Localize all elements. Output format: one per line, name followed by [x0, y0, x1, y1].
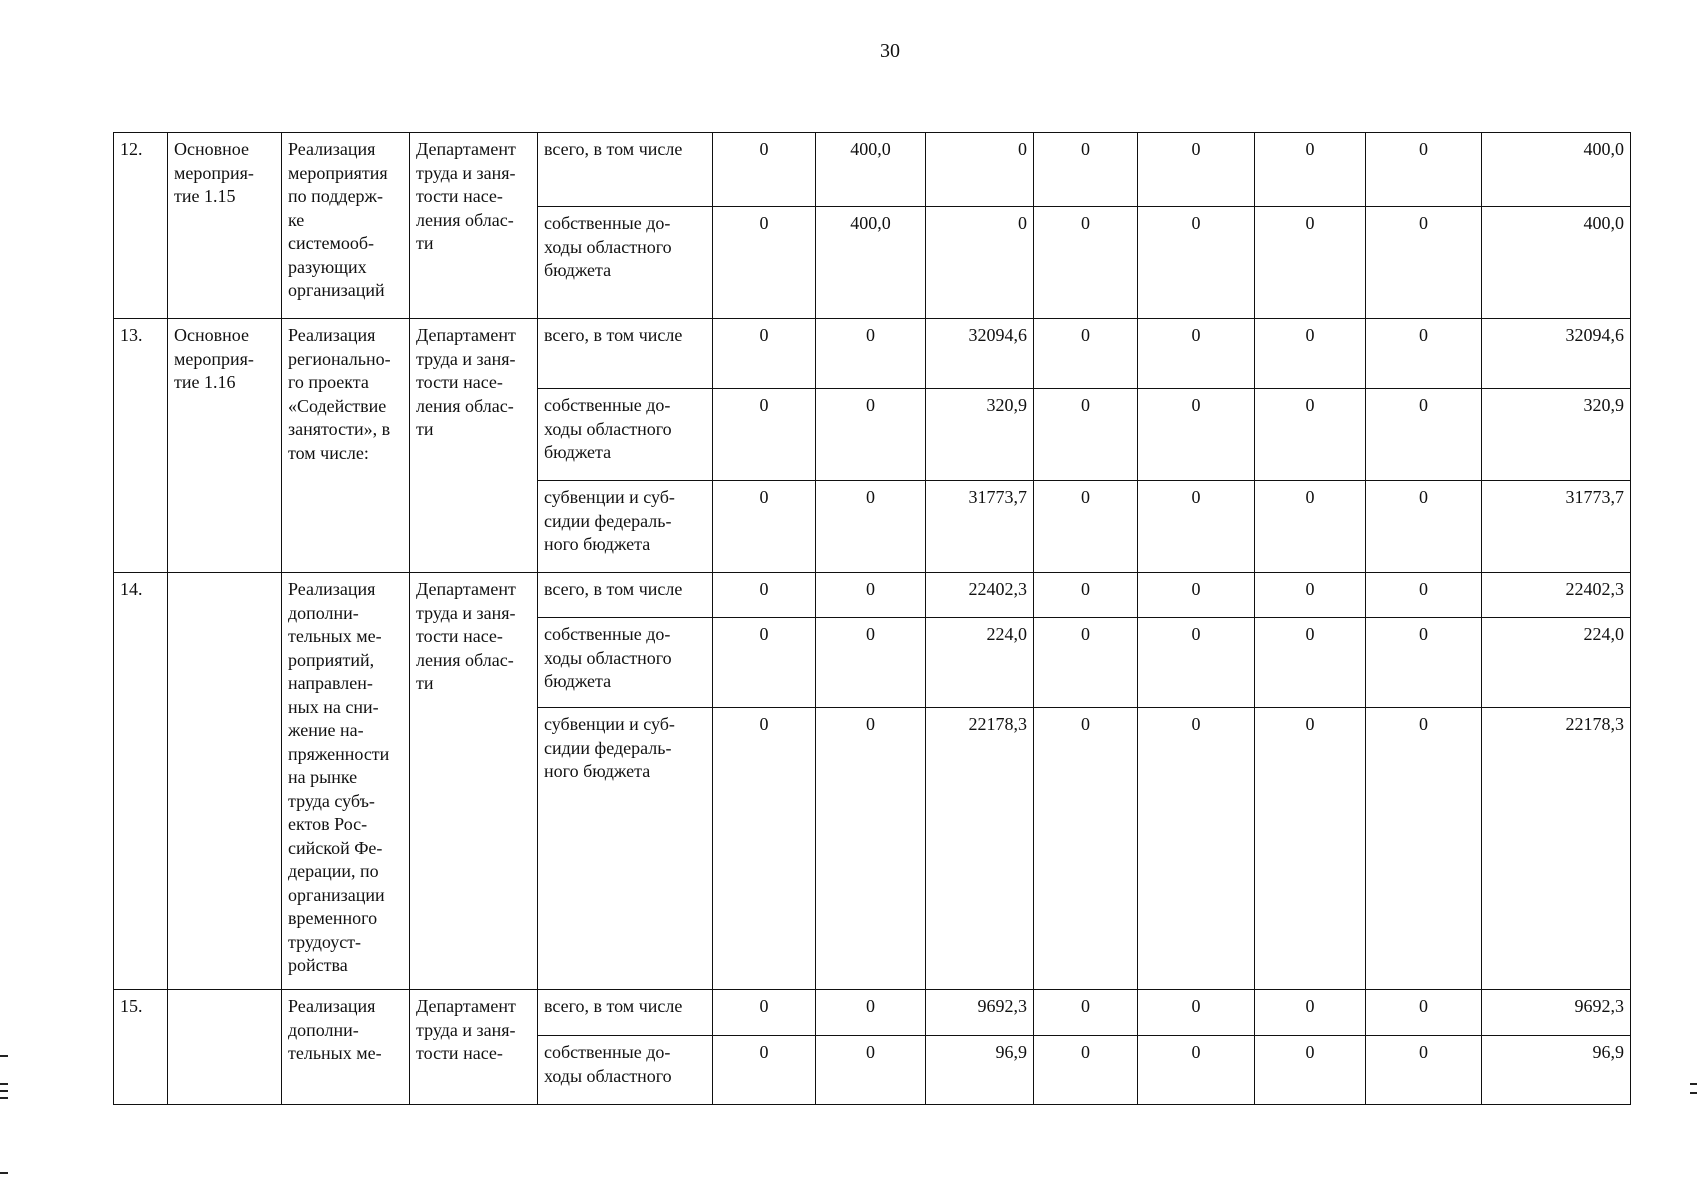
scan-edge-mark: [0, 1090, 8, 1092]
text-line: Реализация: [288, 325, 376, 345]
text-line: дополни-: [288, 602, 359, 623]
text-line: бюджета: [544, 442, 612, 462]
text-line: всего, в том числе: [544, 579, 683, 599]
scan-edge-mark: [1690, 1092, 1697, 1094]
text-line: ходы областного: [544, 236, 672, 257]
amount-cell: 0: [816, 319, 926, 389]
row-index: 14.: [114, 573, 168, 990]
scan-edge-mark: [0, 1083, 8, 1085]
amount-cell: 0: [1138, 708, 1255, 990]
measure-name-cell: [282, 133, 410, 319]
text-line: Основное: [174, 325, 249, 345]
text-line: Департамент: [416, 996, 516, 1016]
text-line: ти: [416, 673, 434, 693]
text-line: труда и заня-: [416, 162, 516, 183]
text-line: ти: [416, 233, 434, 253]
text-line: Департамент: [416, 139, 516, 159]
amount-cell: 0: [1366, 573, 1482, 618]
text-line: ходы областного: [544, 647, 672, 668]
text-line: ектов Рос-: [288, 814, 368, 834]
text-line: тельных ме-: [288, 626, 382, 646]
amount-cell: 224,0: [1482, 618, 1631, 708]
funding-source-cell: [538, 133, 713, 207]
text-line: тие 1.15: [174, 186, 236, 206]
text-line: роприятий,: [288, 649, 375, 670]
amount-cell: 0: [1034, 319, 1138, 389]
text-line: «Содействие: [288, 395, 387, 416]
amount-cell: 0: [816, 481, 926, 573]
amount-cell: 224,0: [926, 618, 1034, 708]
department-cell: [410, 990, 538, 1105]
amount-cell: 0: [1138, 573, 1255, 618]
text-line: ления облас-: [416, 209, 514, 230]
table-row: [114, 133, 1631, 207]
text-line: Реализация: [288, 996, 376, 1016]
table-row: [114, 573, 1631, 618]
text-line: Департамент: [416, 579, 516, 599]
text-line: трудоуст-: [288, 931, 362, 952]
amount-cell: 0: [816, 389, 926, 481]
amount-cell: 0: [1034, 207, 1138, 319]
funding-source-cell: [538, 389, 713, 481]
text-line: мероприя-: [174, 348, 254, 369]
text-line: разующих: [288, 256, 367, 277]
amount-cell: 0: [1255, 207, 1366, 319]
text-line: мероприятия: [288, 162, 388, 183]
text-line: ного бюджета: [544, 761, 651, 781]
text-line: субвенции и суб-: [544, 714, 675, 734]
text-line: тие 1.16: [174, 372, 236, 392]
text-line: Департамент: [416, 325, 516, 345]
text-line: мероприя-: [174, 162, 254, 183]
measure-name-cell: [282, 990, 410, 1105]
text-line: сийской Фе-: [288, 837, 383, 858]
amount-cell: 0: [1034, 389, 1138, 481]
amount-cell: 0: [713, 389, 816, 481]
amount-cell: 0: [1255, 389, 1366, 481]
amount-cell: 32094,6: [1482, 319, 1631, 389]
text-line: организации: [288, 884, 385, 905]
amount-cell: 0: [1138, 481, 1255, 573]
amount-cell: 0: [1034, 133, 1138, 207]
text-line: направлен-: [288, 673, 373, 693]
budget-table: [113, 132, 1631, 1105]
text-line: собственные до-: [544, 395, 671, 415]
amount-cell: 0: [816, 708, 926, 990]
text-line: тости насе-: [416, 372, 503, 392]
amount-cell: 0: [816, 573, 926, 618]
amount-cell: 22178,3: [926, 708, 1034, 990]
text-line: сидии федераль-: [544, 510, 672, 531]
text-line: труда и заня-: [416, 1019, 516, 1040]
amount-cell: 0: [1034, 481, 1138, 573]
amount-cell: 0: [1138, 207, 1255, 319]
amount-cell: 0: [926, 133, 1034, 207]
amount-cell: 0: [1366, 708, 1482, 990]
text-line: бюджета: [544, 260, 612, 280]
text-line: ходы областного: [544, 418, 672, 439]
text-line: регионально-: [288, 348, 391, 369]
event-cell: [168, 990, 282, 1105]
row-index: 13.: [114, 319, 168, 573]
amount-cell: 0: [1034, 708, 1138, 990]
amount-cell: 400,0: [816, 133, 926, 207]
amount-cell: 0: [816, 1036, 926, 1105]
amount-cell: 31773,7: [926, 481, 1034, 573]
page-number: 30: [880, 40, 900, 62]
amount-cell: 400,0: [1482, 207, 1631, 319]
amount-cell: 0: [1366, 1036, 1482, 1105]
text-line: собственные до-: [544, 213, 671, 233]
text-line: на рынке: [288, 767, 358, 787]
amount-cell: 0: [1034, 1036, 1138, 1105]
text-line: субвенции и суб-: [544, 487, 675, 507]
amount-cell: 0: [1366, 319, 1482, 389]
text-line: занятости», в: [288, 419, 391, 439]
amount-cell: 0: [1366, 207, 1482, 319]
text-line: дерации, по: [288, 861, 379, 881]
text-line: всего, в том числе: [544, 996, 683, 1016]
funding-source-cell: [538, 573, 713, 618]
funding-source-cell: [538, 319, 713, 389]
amount-cell: 22178,3: [1482, 708, 1631, 990]
text-line: системооб-: [288, 233, 375, 253]
text-line: всего, в том числе: [544, 325, 683, 345]
measure-name-cell: [282, 319, 410, 573]
text-line: ройства: [288, 955, 348, 975]
amount-cell: 0: [713, 618, 816, 708]
text-line: труда субъ-: [288, 790, 375, 811]
text-line: го проекта: [288, 372, 369, 392]
amount-cell: 31773,7: [1482, 481, 1631, 573]
amount-cell: 0: [1366, 990, 1482, 1036]
text-line: дополни-: [288, 1019, 359, 1040]
scan-edge-mark: [0, 1172, 8, 1174]
text-line: ного бюджета: [544, 534, 651, 554]
text-line: собственные до-: [544, 624, 671, 644]
amount-cell: 0: [1034, 618, 1138, 708]
amount-cell: 400,0: [816, 207, 926, 319]
amount-cell: 0: [816, 618, 926, 708]
amount-cell: 0: [1138, 618, 1255, 708]
amount-cell: 0: [1255, 573, 1366, 618]
amount-cell: 0: [713, 133, 816, 207]
text-line: по поддерж-: [288, 186, 383, 206]
amount-cell: 22402,3: [1482, 573, 1631, 618]
text-line: тельных ме-: [288, 1043, 382, 1063]
text-line: труда и заня-: [416, 602, 516, 623]
text-line: ти: [416, 419, 434, 439]
funding-source-cell: [538, 990, 713, 1036]
amount-cell: 0: [1138, 990, 1255, 1036]
text-line: ления облас-: [416, 395, 514, 416]
event-cell: [168, 319, 282, 573]
department-cell: [410, 573, 538, 990]
text-line: собственные до-: [544, 1042, 671, 1062]
funding-source-cell: [538, 1036, 713, 1105]
text-line: всего, в том числе: [544, 139, 683, 159]
amount-cell: 0: [816, 990, 926, 1036]
text-line: ке: [288, 209, 305, 230]
event-cell: [168, 133, 282, 319]
amount-cell: 96,9: [1482, 1036, 1631, 1105]
table-row: [114, 990, 1631, 1036]
amount-cell: 0: [926, 207, 1034, 319]
funding-source-cell: [538, 207, 713, 319]
department-cell: [410, 319, 538, 573]
amount-cell: 22402,3: [926, 573, 1034, 618]
row-index: 15.: [114, 990, 168, 1105]
amount-cell: 96,9: [926, 1036, 1034, 1105]
amount-cell: 0: [713, 573, 816, 618]
amount-cell: 0: [1255, 708, 1366, 990]
text-line: тости насе-: [416, 186, 503, 206]
text-line: тости насе-: [416, 1043, 503, 1063]
row-index: 12.: [114, 133, 168, 319]
text-line: Основное: [174, 139, 249, 159]
amount-cell: 0: [1255, 1036, 1366, 1105]
text-line: ных на сни-: [288, 696, 379, 717]
funding-source-cell: [538, 708, 713, 990]
amount-cell: 0: [1366, 389, 1482, 481]
amount-cell: 0: [713, 319, 816, 389]
amount-cell: 0: [713, 207, 816, 319]
event-cell: [168, 573, 282, 990]
amount-cell: 0: [1138, 389, 1255, 481]
amount-cell: 0: [1366, 133, 1482, 207]
amount-cell: 32094,6: [926, 319, 1034, 389]
text-line: сидии федераль-: [544, 737, 672, 758]
text-line: организаций: [288, 280, 385, 300]
amount-cell: 0: [1366, 618, 1482, 708]
amount-cell: 9692,3: [1482, 990, 1631, 1036]
amount-cell: 0: [1034, 990, 1138, 1036]
text-line: ходы областного: [544, 1065, 672, 1086]
amount-cell: 0: [1255, 133, 1366, 207]
amount-cell: 9692,3: [926, 990, 1034, 1036]
amount-cell: 0: [1255, 618, 1366, 708]
amount-cell: 0: [1138, 1036, 1255, 1105]
scan-edge-mark: [0, 1097, 8, 1099]
amount-cell: 0: [713, 1036, 816, 1105]
amount-cell: 0: [1255, 319, 1366, 389]
scan-edge-mark: [0, 1055, 8, 1057]
amount-cell: 320,9: [1482, 389, 1631, 481]
amount-cell: 0: [713, 708, 816, 990]
text-line: временного: [288, 908, 378, 928]
amount-cell: 0: [1138, 133, 1255, 207]
text-line: Реализация: [288, 579, 376, 599]
amount-cell: 0: [1138, 319, 1255, 389]
text-line: ления облас-: [416, 649, 514, 670]
text-line: жение на-: [288, 720, 364, 740]
amount-cell: 400,0: [1482, 133, 1631, 207]
amount-cell: 0: [1255, 990, 1366, 1036]
amount-cell: 0: [1366, 481, 1482, 573]
amount-cell: 0: [1255, 481, 1366, 573]
text-line: тости насе-: [416, 626, 503, 646]
amount-cell: 0: [1034, 573, 1138, 618]
amount-cell: 320,9: [926, 389, 1034, 481]
text-line: пряженности: [288, 743, 390, 764]
text-line: труда и заня-: [416, 348, 516, 369]
scan-edge-mark: [1690, 1083, 1697, 1085]
amount-cell: 0: [713, 990, 816, 1036]
funding-source-cell: [538, 481, 713, 573]
measure-name-cell: [282, 573, 410, 990]
text-line: том числе:: [288, 442, 369, 463]
amount-cell: 0: [713, 481, 816, 573]
department-cell: [410, 133, 538, 319]
table-row: [114, 319, 1631, 389]
text-line: бюджета: [544, 671, 612, 691]
text-line: Реализация: [288, 139, 376, 159]
funding-source-cell: [538, 618, 713, 708]
